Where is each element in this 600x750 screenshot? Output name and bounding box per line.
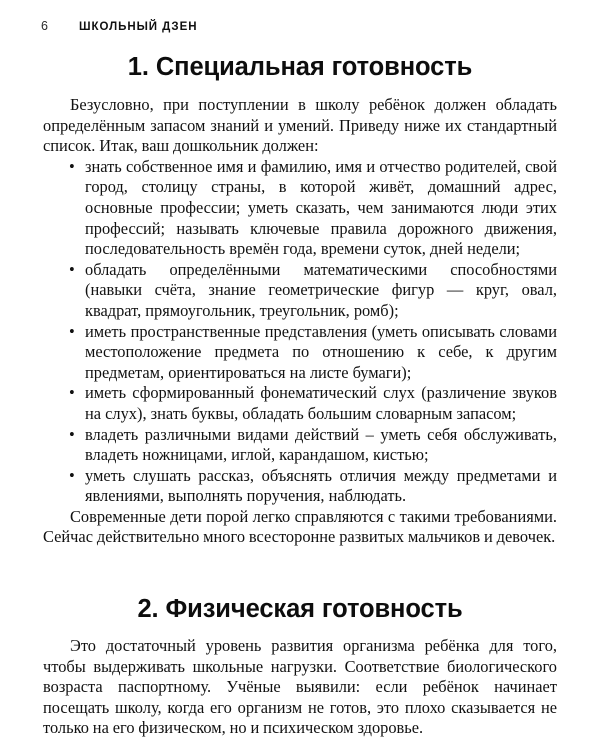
list-item-text: иметь сформированный фонематический слух (различение звуков на слух), знать буквы, обладать большим словарным запасом; — [85, 383, 557, 423]
section-heading-1: 1. Специальная готовность — [127, 53, 473, 81]
list-item — [43, 383, 557, 424]
bullet-icon: • — [69, 156, 75, 176]
list-item — [43, 322, 557, 384]
bullet-icon: • — [69, 383, 75, 403]
list-item — [43, 466, 557, 507]
requirements-list — [43, 157, 557, 507]
running-header — [41, 19, 557, 37]
list-item — [43, 157, 557, 260]
bullet-icon: • — [69, 321, 75, 341]
section-spacer — [43, 548, 557, 594]
list-item — [43, 425, 557, 466]
section-1-intro-paragraph: Безусловно, при поступлении в школу ребёнок должен обладать определённым запасом знаний и умений. Приведу ниже их стандартный список. Итак, ваш дошкольник должен: — [43, 95, 557, 156]
section-2-intro-paragraph: Это достаточный уровень развития организма ребёнка для того, чтобы выдерживать школьные нагрузки. Соответствие биологического возраста паспортному. Учёные выявили: если ребёнок начинает посещать школу, когда его организм не готов, это плохо сказывается не только на его физическом, но и психическом здоровье. — [43, 636, 557, 738]
page-content — [43, 52, 557, 739]
bullet-icon: • — [69, 259, 75, 279]
list-item — [43, 260, 557, 322]
list-item-text: владеть различными видами действий – уметь себя обслуживать, владеть ножницами, иглой, карандашом, кистью; — [85, 424, 557, 465]
section-1-closing-paragraph: Современные дети порой легко справляются с такими требованиями. Сейчас действительно много всесторонне развитых мальчиков и девочек. — [43, 506, 557, 547]
book-title: ШКОЛЬНЫЙ ДЗЕН — [79, 21, 198, 33]
list-item-text: знать собственное имя и фамилию, имя и отчество родителей, свой город, столицу страны, в которой живёт, домашний адрес, основные профессии; уметь сказать, чем занимаются люди этих профессий; называть ключевые правила дорожного движения, последовательность времён года, времени суток, дней недели; — [85, 156, 557, 259]
section-heading-2: 2. Физическая готовность — [137, 595, 463, 624]
page-number: 6 — [41, 19, 48, 33]
list-item-text: уметь слушать рассказ, объяснять отличия между предметами и явлениями, выполнять поручения, наблюдать. — [85, 465, 557, 506]
bullet-icon: • — [69, 424, 75, 444]
bullet-icon: • — [69, 465, 75, 485]
list-item-text: обладать определёнными математическими способностями (навыки счёта, знание геометрические фигур — круг, овал, квадрат, прямоугольник, треугольник, ромб); — [85, 259, 557, 320]
list-item-text: иметь пространственные представления (уметь описывать словами местоположение предмета по отношению к себе, к другим предметам, ориентироваться на листе бумаги); — [85, 321, 557, 382]
